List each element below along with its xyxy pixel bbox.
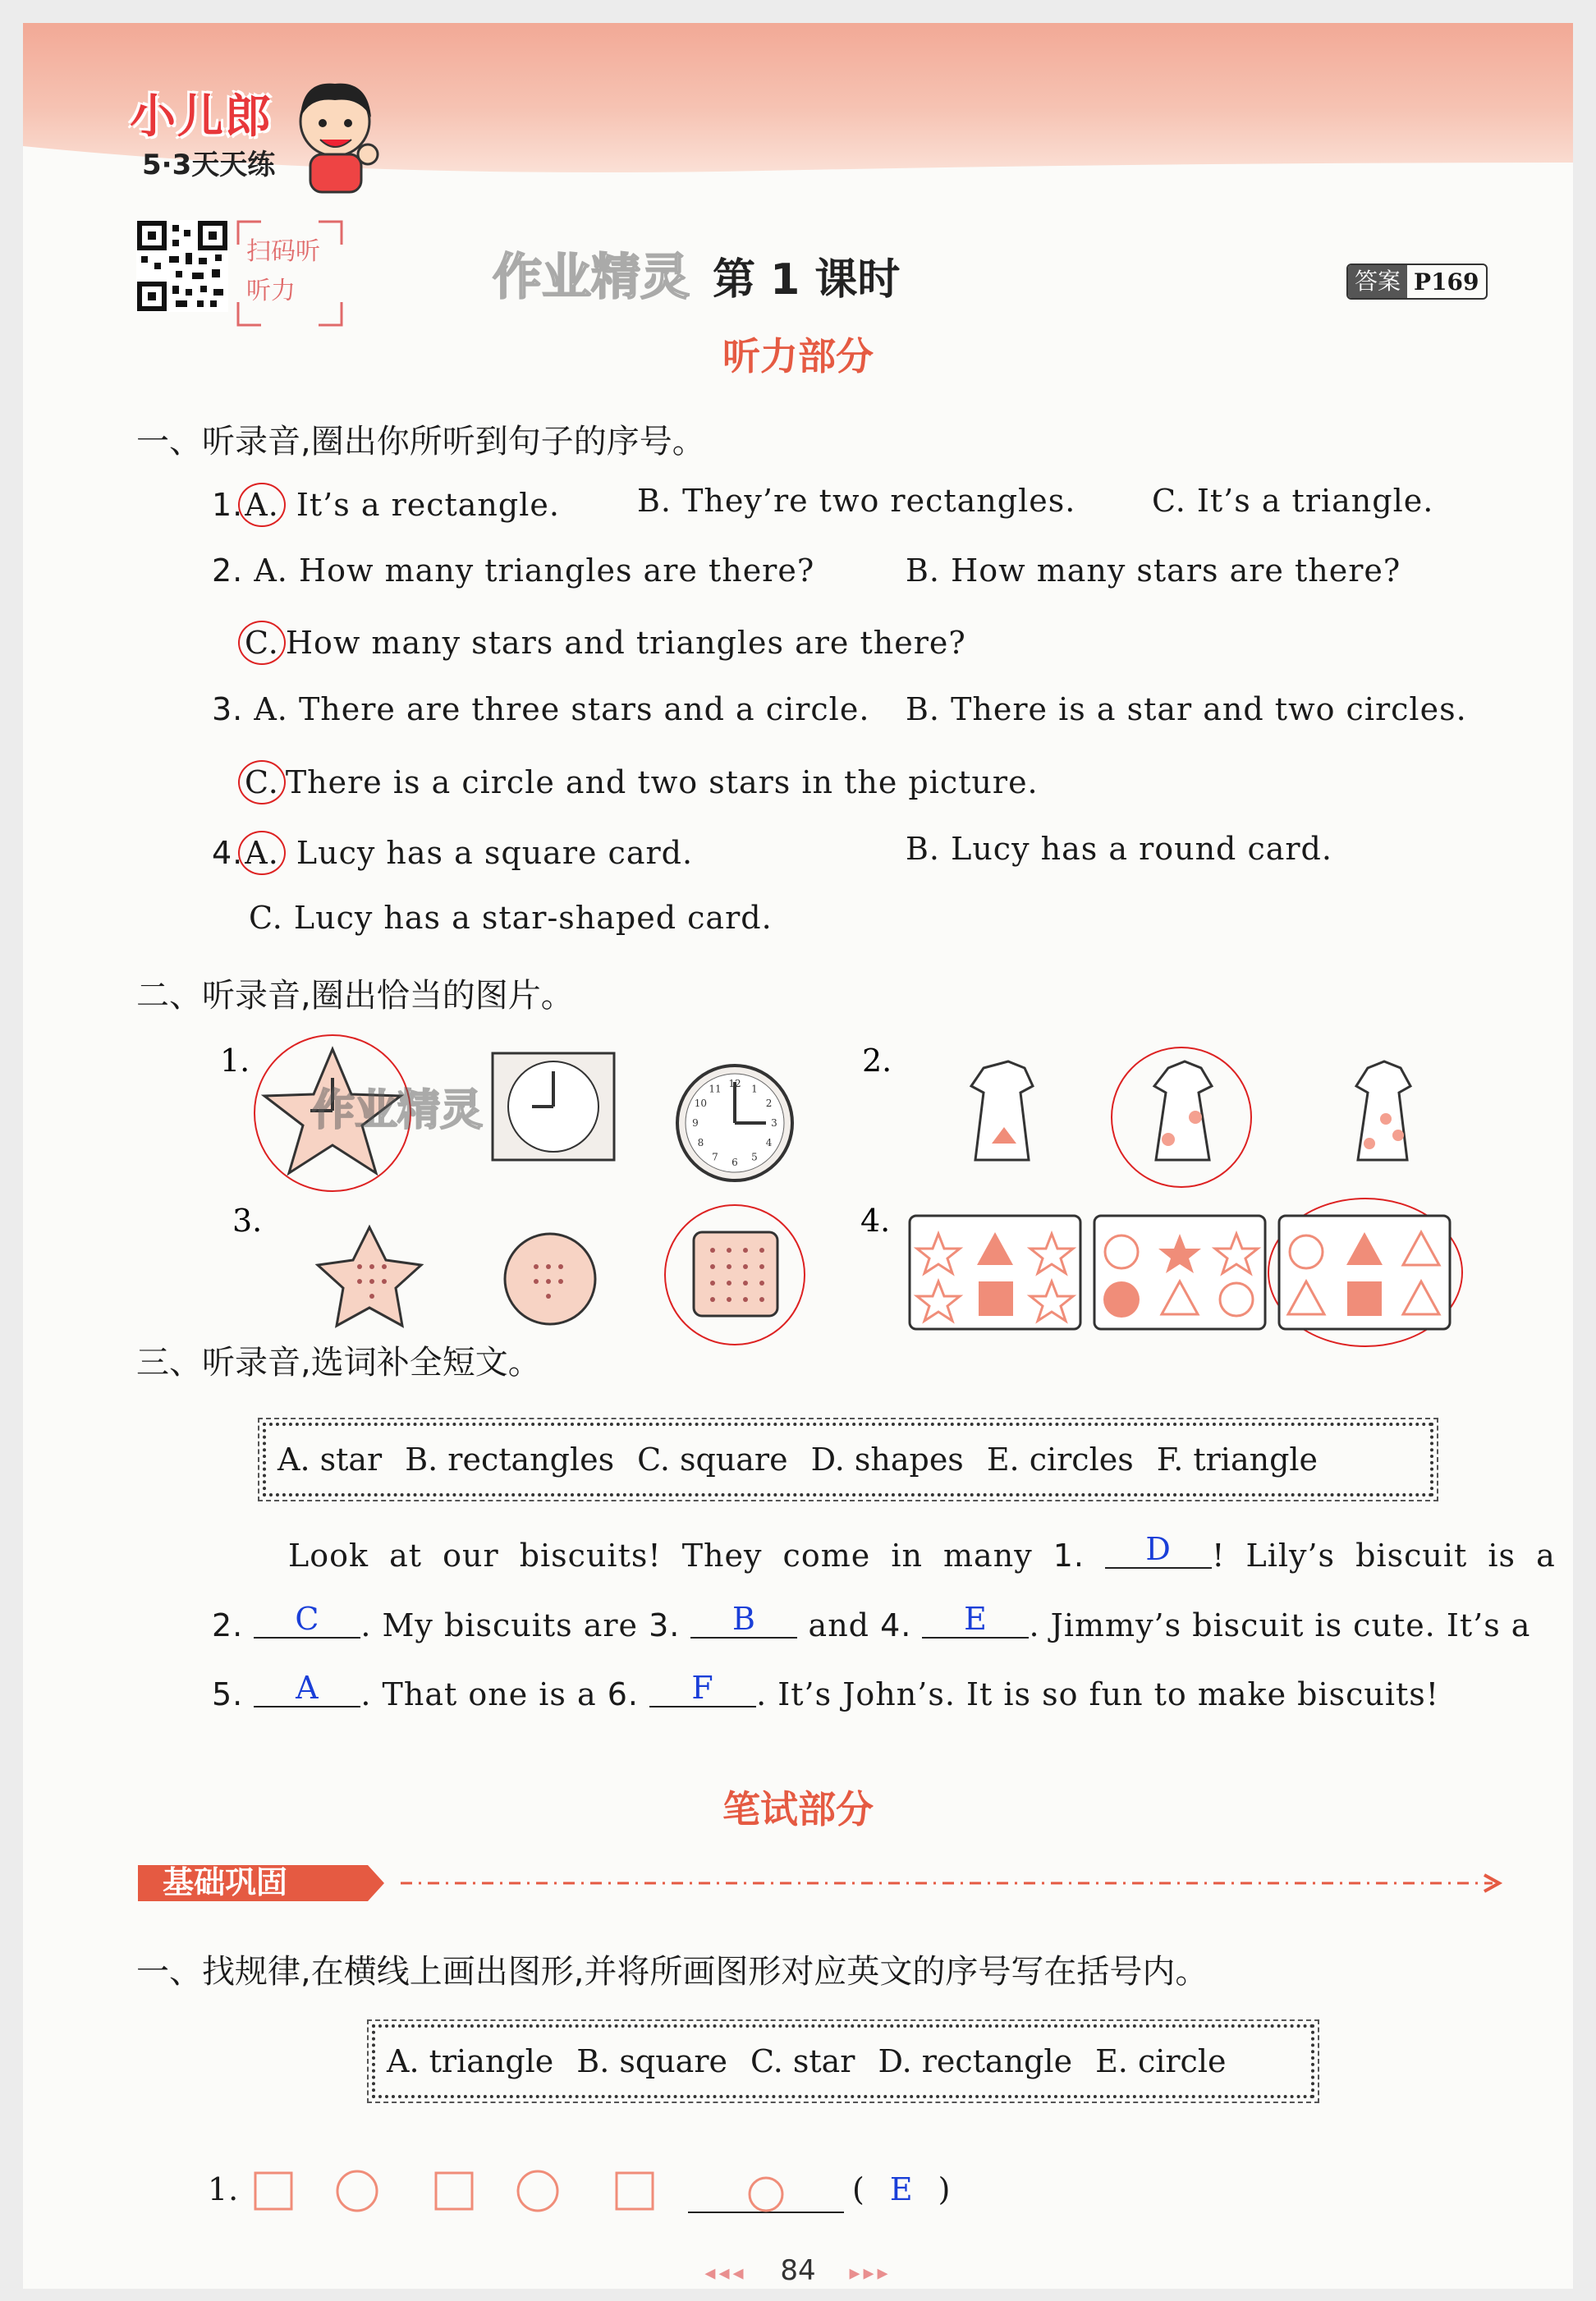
answer-blank-4[interactable]: E bbox=[922, 1601, 1029, 1639]
clock-numeral: 6 bbox=[732, 1157, 738, 1168]
written-part1-heading: 一、找规律,在横线上画出图形,并将所画图形对应英文的序号写在括号内。 bbox=[136, 1953, 1208, 1991]
answer-page-badge[interactable] bbox=[1346, 264, 1488, 300]
clock-numeral: 8 bbox=[697, 1137, 704, 1148]
dress-triangle-option[interactable] bbox=[971, 1061, 1033, 1160]
listening-section-title: 听力部分 bbox=[722, 334, 874, 378]
left-arrows-icon: ◂◂◂ bbox=[704, 2261, 747, 2285]
clock-numeral: 2 bbox=[765, 1098, 773, 1109]
listening-part2-heading: 二、听录音,圈出恰当的图片。 bbox=[136, 977, 574, 1015]
circled-option-a: A. bbox=[238, 483, 286, 527]
passage-line-2: 2. C . My biscuits are 3. B and 4. E . Jimmy’s biscuit is cute. It’s a bbox=[212, 1601, 1531, 1643]
answer-blank-1[interactable]: D bbox=[1105, 1531, 1212, 1569]
pattern-q1-answer[interactable]: ( E ) bbox=[852, 2171, 952, 2207]
drawn-circle-answer bbox=[750, 2178, 782, 2211]
square-clock-option[interactable] bbox=[493, 1053, 614, 1160]
clock-numeral: 12 bbox=[728, 1078, 741, 1089]
shape-option: A. triangle bbox=[387, 2043, 554, 2079]
word-option: F. triangle bbox=[1156, 1442, 1319, 1478]
clock-numeral: 3 bbox=[771, 1117, 777, 1129]
q2-option-c: C. How many stars and triangles are there? bbox=[243, 621, 966, 665]
picture-q2-label: 2. bbox=[862, 1043, 892, 1079]
question-2: 2. A. How many triangles are there? bbox=[212, 552, 815, 589]
workbook-page bbox=[23, 23, 1573, 2289]
clock-numeral: 11 bbox=[709, 1083, 722, 1095]
listening-part1-heading: 一、听录音,圈出你所听到句子的序号。 bbox=[136, 423, 705, 461]
lesson-title: 第 1 课时 bbox=[713, 255, 901, 305]
clock-numeral: 1 bbox=[751, 1083, 758, 1095]
square-shape bbox=[255, 2173, 291, 2209]
square-biscuit-option[interactable] bbox=[665, 1205, 805, 1345]
shape-option: E. circle bbox=[1095, 2043, 1227, 2079]
answer-blank-5[interactable]: A bbox=[254, 1670, 360, 1707]
q4-option-b: B. Lucy has a round card. bbox=[906, 831, 1332, 867]
answer-label: 答案 bbox=[1348, 265, 1407, 298]
qr-code-icon[interactable] bbox=[136, 220, 228, 312]
question-3: 3. A. There are three stars and a circle. bbox=[212, 691, 870, 727]
answer-page: P169 bbox=[1414, 268, 1479, 296]
basic-consolidation-ribbon bbox=[130, 1860, 1525, 1906]
picture-q1-label: 1. bbox=[220, 1043, 250, 1079]
watermark: 作业精灵 bbox=[312, 1086, 484, 1135]
ribbon-label: 基础巩固 bbox=[163, 1863, 288, 1900]
pattern-sequence bbox=[253, 2161, 934, 2219]
word-option: A. star bbox=[277, 1442, 383, 1478]
q2-option-b: B. How many stars are there? bbox=[906, 552, 1401, 589]
word-option: B. rectangles bbox=[405, 1442, 615, 1478]
page-footer bbox=[23, 2254, 1573, 2287]
pattern-q1-number: 1. bbox=[208, 2171, 240, 2207]
q3-option-c: C. There is a circle and two stars in the picture. bbox=[243, 760, 1039, 804]
circle-shape bbox=[518, 2171, 557, 2211]
written-section-title: 笔试部分 bbox=[722, 1787, 874, 1831]
brand-subtitle: 5·3天天练 bbox=[142, 149, 276, 181]
word-option: D. shapes bbox=[810, 1442, 964, 1478]
circled-option-c: C. bbox=[238, 760, 286, 804]
q4-option-c: C. Lucy has a star-shaped card. bbox=[249, 900, 773, 936]
q3-option-b: B. There is a star and two circles. bbox=[906, 691, 1467, 727]
answer-blank-2[interactable]: C bbox=[254, 1601, 360, 1639]
shape-option: B. square bbox=[576, 2043, 727, 2079]
question-1: 1.A. It’s a rectangle. bbox=[212, 483, 560, 527]
shapes-card-c[interactable] bbox=[1268, 1199, 1462, 1346]
answer-blank-6[interactable]: F bbox=[649, 1670, 756, 1707]
circle-shape bbox=[337, 2171, 377, 2211]
clock-numeral: 9 bbox=[692, 1117, 699, 1129]
dress-circle-option[interactable] bbox=[1112, 1047, 1251, 1187]
shapes-card-b[interactable] bbox=[1094, 1216, 1265, 1329]
square-shape bbox=[436, 2173, 472, 2209]
star-biscuit-option[interactable] bbox=[318, 1227, 421, 1326]
answer-blank-3[interactable]: B bbox=[690, 1601, 797, 1639]
picture-q4-label: 4. bbox=[860, 1203, 891, 1239]
word-bank bbox=[263, 1423, 1433, 1497]
passage-line-1: Look at our biscuits! They come in many 1. D ! Lily’s biscuit is a bbox=[288, 1531, 1556, 1574]
word-option: E. circles bbox=[986, 1442, 1134, 1478]
picture-choices bbox=[204, 1020, 1493, 1365]
page-number: 84 bbox=[780, 2254, 816, 2287]
round-biscuit-option[interactable] bbox=[505, 1234, 595, 1324]
right-arrows-icon: ▸▸▸ bbox=[849, 2261, 892, 2285]
square-shape bbox=[617, 2173, 653, 2209]
shape-option: D. rectangle bbox=[878, 2043, 1073, 2079]
dress-dots-option[interactable] bbox=[1356, 1061, 1410, 1160]
clock-numeral: 5 bbox=[751, 1151, 758, 1163]
passage-line-3: 5. A . That one is a 6. F . It’s John’s. It is so fun to make biscuits! bbox=[212, 1670, 1440, 1712]
shape-option: C. star bbox=[750, 2043, 855, 2079]
mascot-boy-icon bbox=[286, 72, 392, 195]
shape-word-bank bbox=[372, 2024, 1314, 2098]
picture-q3-label: 3. bbox=[232, 1203, 263, 1239]
q1-option-c: C. It’s a triangle. bbox=[1152, 483, 1434, 519]
clock-numeral: 4 bbox=[765, 1137, 773, 1148]
shapes-card-a[interactable] bbox=[910, 1216, 1080, 1329]
q1-option-b: B. They’re two rectangles. bbox=[637, 483, 1076, 519]
watermark: 作业精灵 bbox=[493, 249, 690, 306]
clock-numeral: 7 bbox=[712, 1151, 718, 1163]
word-option: C. square bbox=[637, 1442, 788, 1478]
question-4: 4.A. Lucy has a square card. bbox=[212, 831, 693, 875]
answer-letter: E bbox=[889, 2171, 914, 2207]
circled-option-c: C. bbox=[238, 621, 286, 665]
scan-to-listen-label[interactable]: 扫码听听力 bbox=[246, 237, 320, 305]
brand-logo: 小儿郎 bbox=[130, 90, 273, 144]
listening-part3-heading: 三、听录音,选词补全短文。 bbox=[136, 1344, 541, 1382]
circled-option-a: A. bbox=[238, 831, 286, 875]
clock-numeral: 10 bbox=[694, 1098, 708, 1109]
